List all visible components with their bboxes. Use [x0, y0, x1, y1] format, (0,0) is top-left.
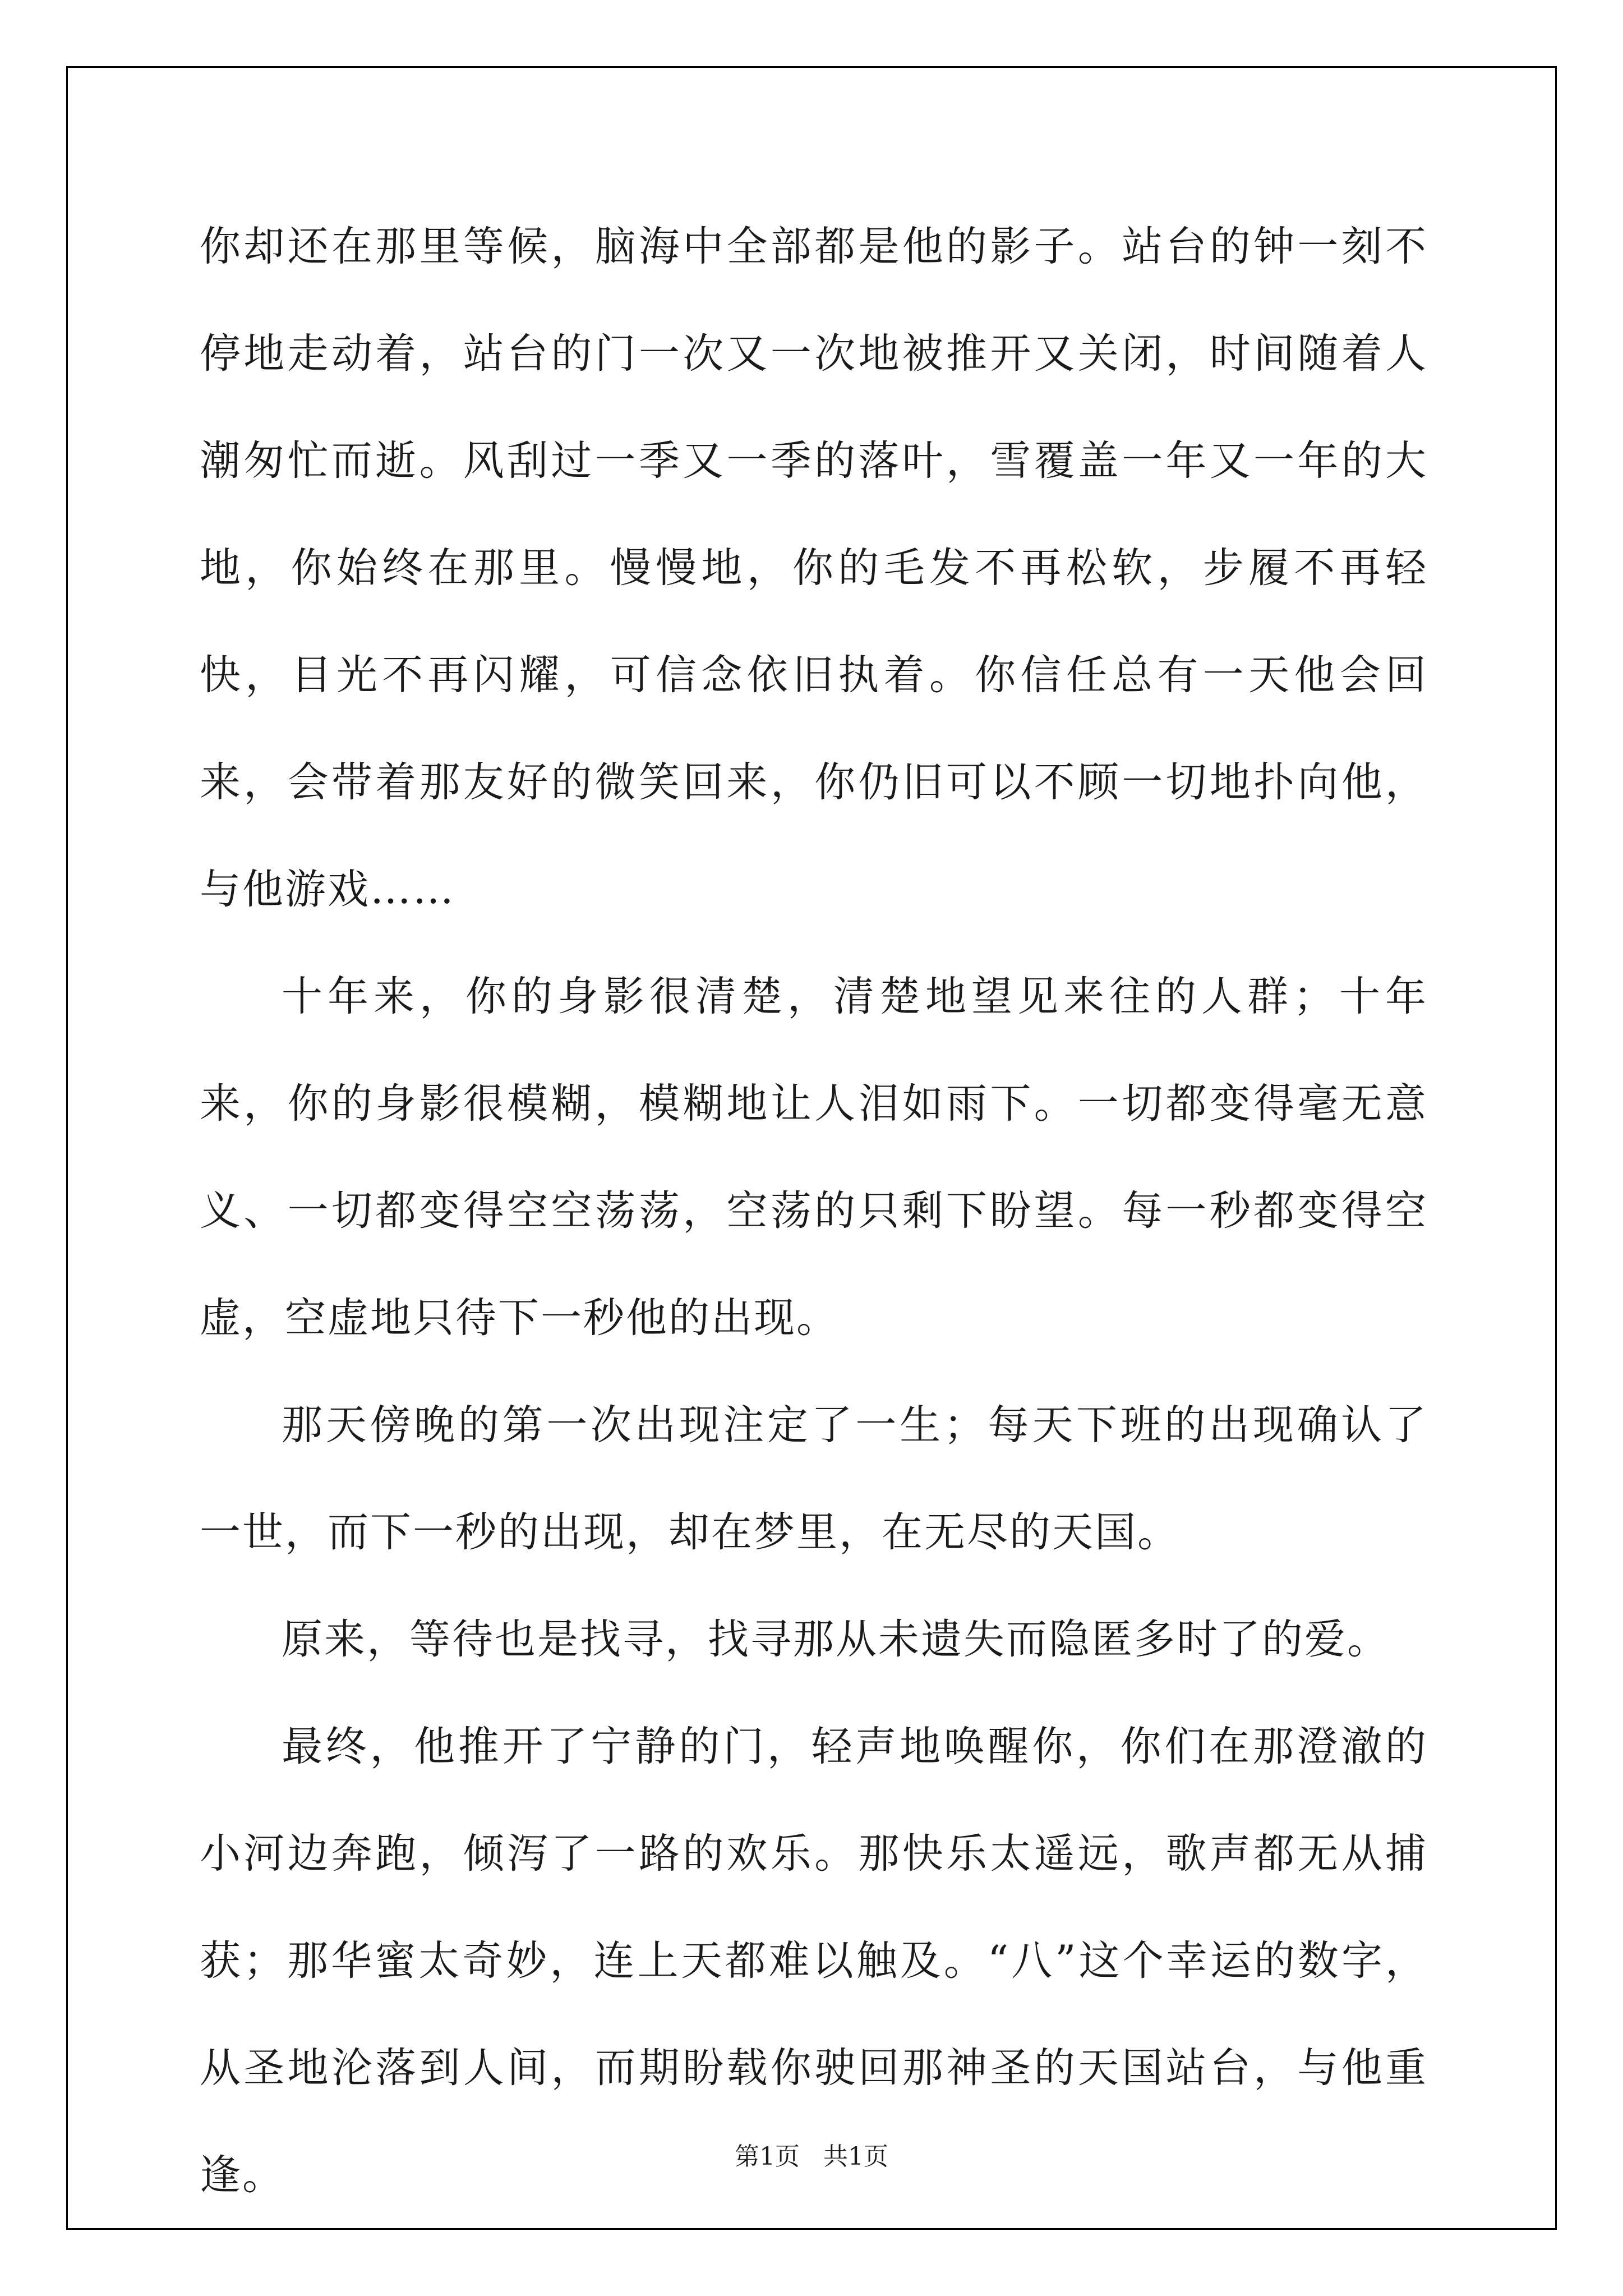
- paragraph-2: 十年来，你的身影很清楚，清楚地望见来往的人群；十年来，你的身影很模糊，模糊地让人泪如雨下。一切都变得毫无意义、一切都变得空空荡荡，空荡的只剩下盼望。每一秒都变得空虚，空虚地只待下一秒他的出现。: [200, 973, 1428, 1342]
- paragraph-1: 你却还在那里等候，脑海中全部都是他的影子。站台的钟一刻不停地走动着，站台的门一次又一次地被推开又关闭，时间随着人潮匆忙而逝。风刮过一季又一季的落叶，雪覆盖一年又一年的大地，你始终在那里。慢慢地，你的毛发不再松软，步履不再轻快，目光不再闪耀，可信念依旧执着。你信任总有一天他会回来，会带着那友好的微笑回来，你仍旧可以不顾一切地扑向他，与他游戏……: [200, 223, 1428, 913]
- page-number-footer: 第1页 共1页: [735, 2142, 888, 2171]
- paragraph-5: 最终，他推开了宁静的门，轻声地唤醒你，你们在那澄澈的小河边奔跑，倾泻了一路的欢乐。那快乐太遥远，歌声都无从捕获；那华蜜太奇妙，连上天都难以触及。“八”这个幸运的数字，从圣地沦落到人间，而期盼载你驶回那神圣的天国站台，与他重逢。: [200, 1723, 1428, 2199]
- document-body: [200, 193, 1428, 2229]
- paragraph-3: 那天傍晚的第一次出现注定了一生；每天下班的出现确认了一世，而下一秒的出现，却在梦里，在无尽的天国。: [200, 1401, 1428, 1556]
- paragraph-4: 原来，等待也是找寻，找寻那从未遗失而隐匿多时了的爱。: [282, 1616, 1390, 1663]
